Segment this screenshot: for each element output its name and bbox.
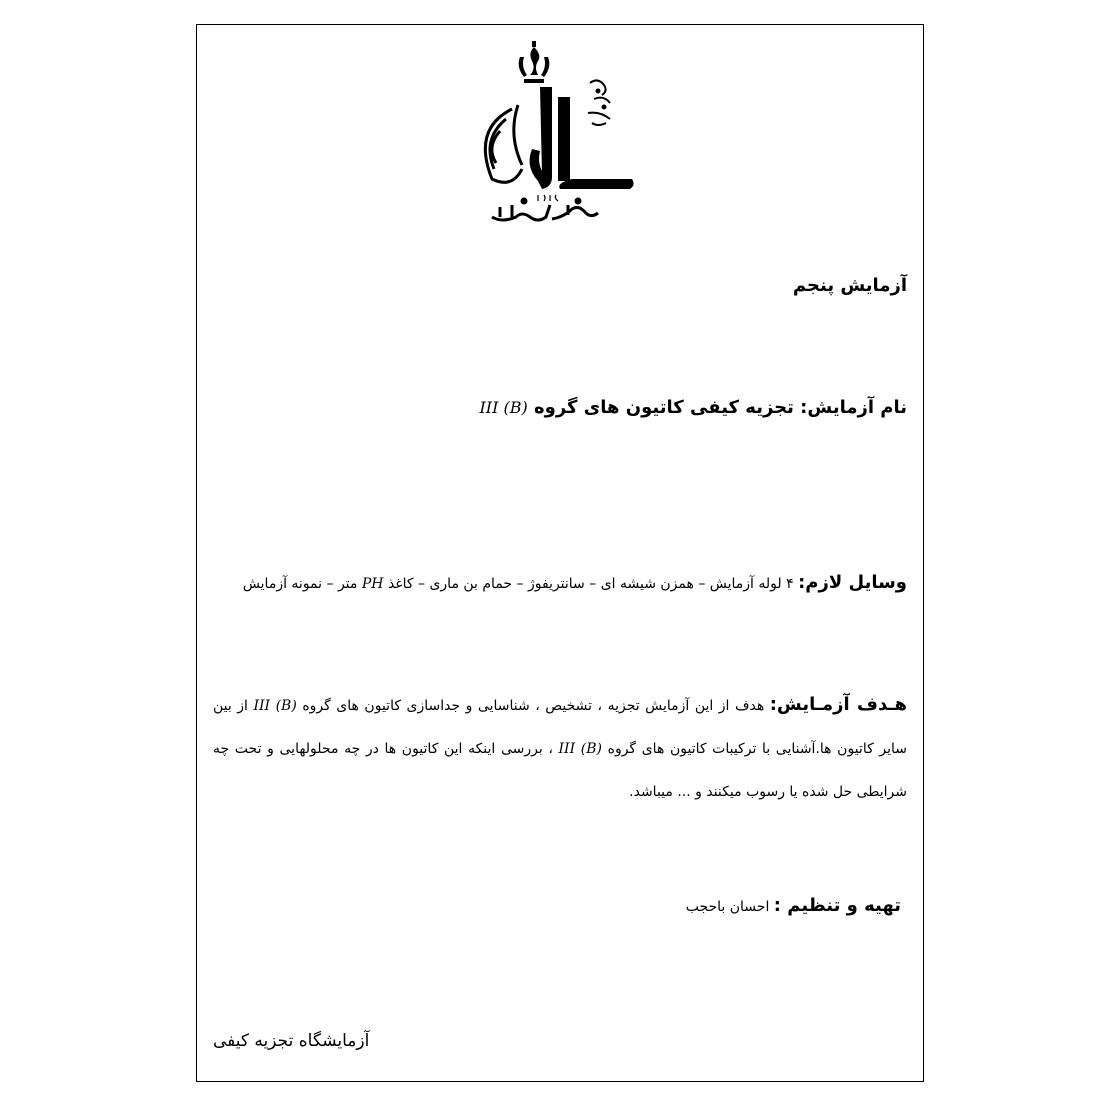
year-mark	[538, 195, 558, 201]
goal-text-1: هدف از این آزمایش تجزیه ، تشخیص ، شناسایی و جداسازی کاتیون های گروه	[302, 698, 765, 714]
tools-label: وسایل لازم:	[798, 572, 907, 593]
group-symbol-1: III (B)	[253, 698, 297, 714]
emblem-icon	[519, 41, 550, 83]
goal-paragraph	[213, 683, 907, 814]
motto-calligraphy	[588, 80, 610, 125]
goal-text-2: از بین سایر کاتیون ها.آشنایی با ترکیبات کاتیون های گروه	[213, 698, 907, 757]
group-symbol-2: III (B)	[558, 741, 602, 757]
tools-text-1: ۴ لوله آزمایش – همزن شیشه ای – سانتریفوژ – حمام بن ماری – کاغذ	[387, 576, 794, 592]
tools-paragraph	[213, 561, 907, 606]
prepared-by-name: احسان باحجب	[685, 899, 770, 915]
prepared-by-label: تهیه و تنظیم :	[773, 895, 901, 916]
university-logo	[472, 39, 642, 227]
prepared-by	[686, 895, 901, 916]
goal-text-3: ، بررسی اینکه این کاتیون ها در چه محلولهایی و تحت چه شرایطی حل شده یا رسوب میکنند و ... میباشد.	[213, 741, 907, 800]
name-calligraphy	[492, 199, 598, 220]
wings-icon	[485, 105, 522, 182]
footer-lab-name: آزمایشگاه تجزیه کیفی	[213, 1031, 370, 1051]
experiment-number-heading: آزمایش پنجم	[792, 275, 907, 296]
tools-text-2: متر – نمونه آزمایش	[242, 576, 358, 592]
experiment-name-title: تجزیه کیفی کاتیون های گروه	[534, 397, 794, 418]
experiment-name-heading	[479, 397, 907, 418]
group-symbol: III (B)	[479, 398, 528, 417]
experiment-name-label: نام آزمایش:	[800, 397, 907, 418]
ph-symbol: PH	[361, 576, 384, 592]
goal-label: هـدف آزمـایش:	[769, 694, 907, 715]
letter-shape	[530, 87, 634, 189]
document-page	[196, 24, 924, 1082]
